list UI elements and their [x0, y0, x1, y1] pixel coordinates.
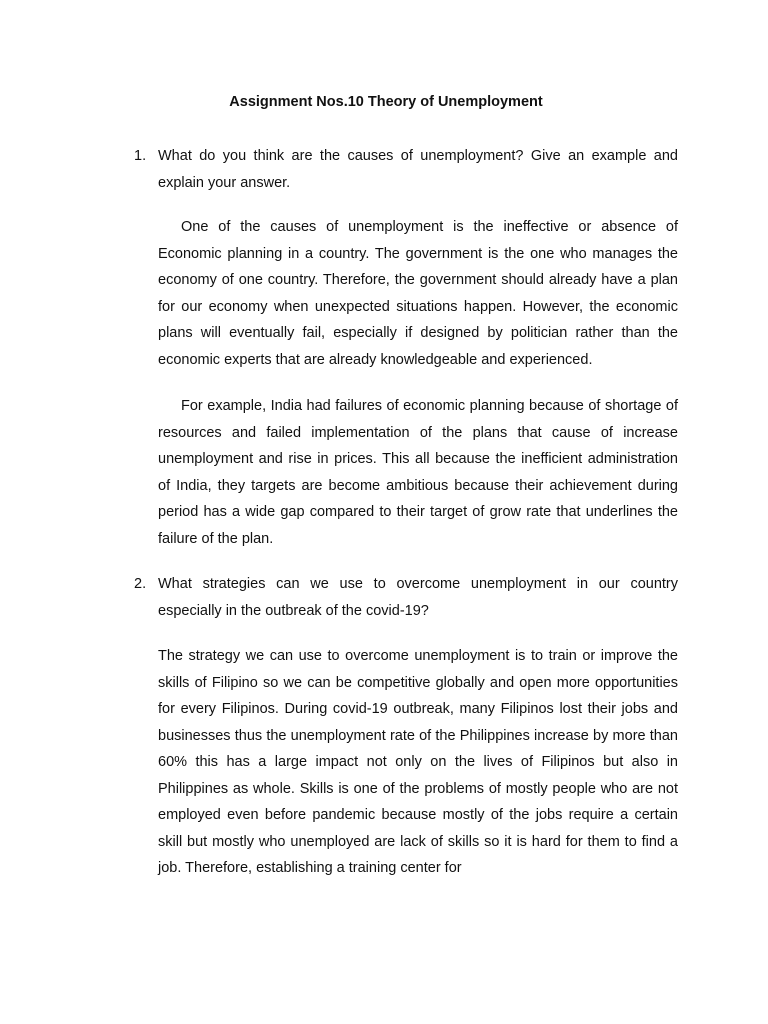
question-text: What strategies can we use to overcome unemployment in our country especially in the outbreak of the covid-19? — [158, 576, 678, 619]
question-number: 1. — [134, 148, 147, 164]
answer-paragraph: One of the causes of unemployment is the ineffective or absence of Economic planning in a country. The government is the one who manages the economy of one country. Therefore, the government should already have a plan for our economy when unexpected situations happen. However, the economic plans will eventually fail, especially if designed by politician rather than the economic experts that are already knowledgeable and experienced. — [158, 219, 678, 368]
document-title: Assignment Nos.10 Theory of Unemployment — [229, 94, 543, 110]
answer-paragraph: The strategy we can use to overcome unemployment is to train or improve the skills of Filipino so we can be competitive globally and open more opportunities for every Filipinos. During covid-19 outbreak, many Filipinos lost their jobs and businesses thus the unemployment rate of the Philippines increase by more than 60% this has a large impact not only on the lives of Filipinos but also in Philippines as whole. Skills is one of the problems of mostly people who are not employed even before pandemic because mostly of the jobs require a certain skill but mostly who unemployed are lack of skills so it is hard for them to find a job. Therefore, establishing a training center for — [158, 648, 678, 876]
question-2 — [134, 571, 678, 624]
answer-paragraph: For example, India had failures of economic planning because of shortage of resources and failed implementation of the plans that cause of increase unemployment and rise in prices. This all because the inefficient administration of India, they targets are become ambitious because their achievement during period has a wide gap compared to their target of grow rate that underlines the failure of the plan. — [158, 398, 678, 547]
question-number: 2. — [134, 576, 147, 592]
question-text: What do you think are the causes of unemployment? Give an example and explain your answer. — [158, 148, 678, 191]
question-1 — [134, 143, 678, 196]
